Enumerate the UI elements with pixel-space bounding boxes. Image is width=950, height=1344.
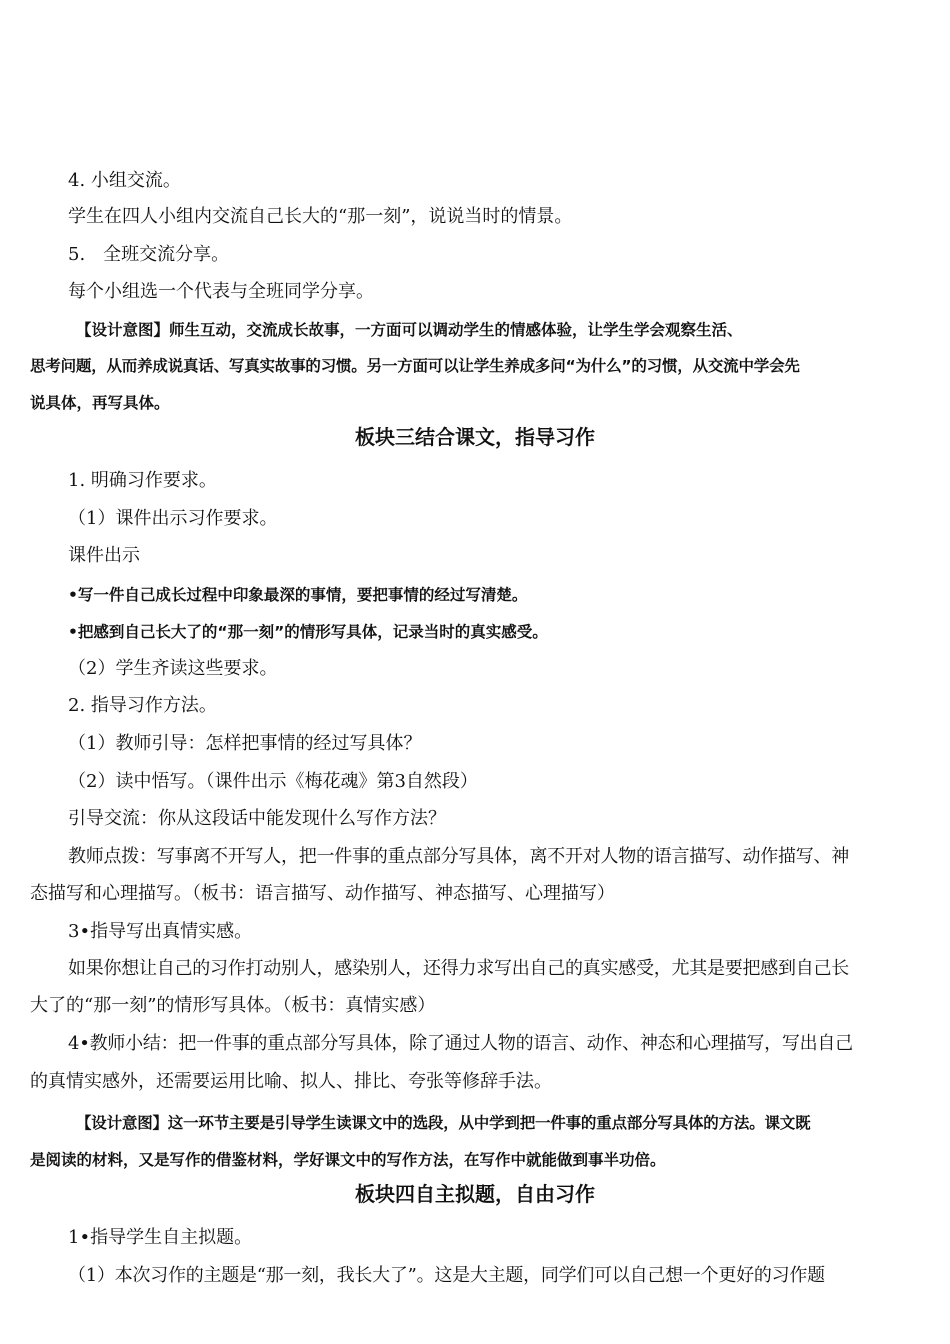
requirement-bullet: •写一件自己成长过程中印象最深的事情，要把事情的经过写清楚。 [68, 586, 528, 604]
paragraph: （2）学生齐读这些要求。 [68, 658, 278, 679]
requirement-bullet: •把感到自己长大了的“那一刻”的情形写具体，记录当时的真实感受。 [68, 623, 548, 641]
paragraph: 大了的“那一刻”的情形写具体。（板书：真情实感） [30, 995, 436, 1016]
design-intent-note: 【设计意图】师生互动，交流成长故事，一方面可以调动学生的情感体验，让学生学会观察生活、 [76, 321, 743, 339]
paragraph: 学生在四人小组内交流自己长大的“那一刻”，说说当时的情景。 [68, 206, 573, 227]
paragraph: （1）课件出示习作要求。 [68, 508, 278, 529]
paragraph: （1）教师引导：怎样把事情的经过写具体？ [68, 733, 422, 754]
paragraph: 教师点拨：写事离不开写人，把一件事的重点部分写具体，离不开对人物的语言描写、动作描写、神 [68, 846, 849, 867]
paragraph: 态描写和心理描写。（板书：语言描写、动作描写、神态描写、心理描写） [30, 883, 615, 904]
design-intent-note: 说具体，再写具体。 [30, 394, 170, 412]
paragraph: 5. 全班交流分享。 [68, 244, 230, 265]
paragraph: 引导交流：你从这段话中能发现什么写作方法？ [68, 808, 446, 829]
design-intent-note: 【设计意图】这一环节主要是引导学生读课文中的选段，从中学到把一件事的重点部分写具体的方法。课文既 [76, 1114, 811, 1132]
paragraph: （1）本次习作的主题是“那一刻，我长大了”。这是大主题，同学们可以自己想一个更好的习作题 [68, 1265, 825, 1286]
paragraph: 的真情实感外，还需要运用比喻、拟人、排比、夸张等修辞手法。 [30, 1071, 552, 1092]
paragraph: 如果你想让自己的习作打动别人，感染别人，还得力求写出自己的真实感受，尤其是要把感到自己长 [68, 958, 849, 979]
paragraph: 每个小组选一个代表与全班同学分享。 [68, 281, 374, 302]
paragraph: 1•指导学生自主拟题。 [68, 1227, 253, 1248]
paragraph: 2. 指导习作方法。 [68, 695, 217, 716]
paragraph: 4. 小组交流。 [68, 170, 181, 191]
paragraph: 课件出示 [68, 545, 140, 566]
paragraph: 4•教师小结：把一件事的重点部分写具体，除了通过人物的语言、动作、神态和心理描写，写出自己 [68, 1033, 853, 1054]
design-intent-note: 思考问题，从而养成说真话、写真实故事的习惯。另一方面可以让学生养成多问“为什么”的习惯，从交流中学会先 [30, 357, 800, 375]
paragraph: 1. 明确习作要求。 [68, 470, 217, 491]
paragraph: 3•指导写出真情实感。 [68, 921, 253, 942]
paragraph: （2）读中悟写。（课件出示《梅花魂》第3自然段） [68, 771, 478, 792]
section-heading: 板块三结合课文，指导习作 [355, 425, 595, 449]
section-heading: 板块四自主拟题，自由习作 [355, 1182, 595, 1206]
design-intent-note: 是阅读的材料，又是写作的借鉴材料，学好课文中的写作方法，在写作中就能做到事半功倍。 [30, 1151, 666, 1169]
